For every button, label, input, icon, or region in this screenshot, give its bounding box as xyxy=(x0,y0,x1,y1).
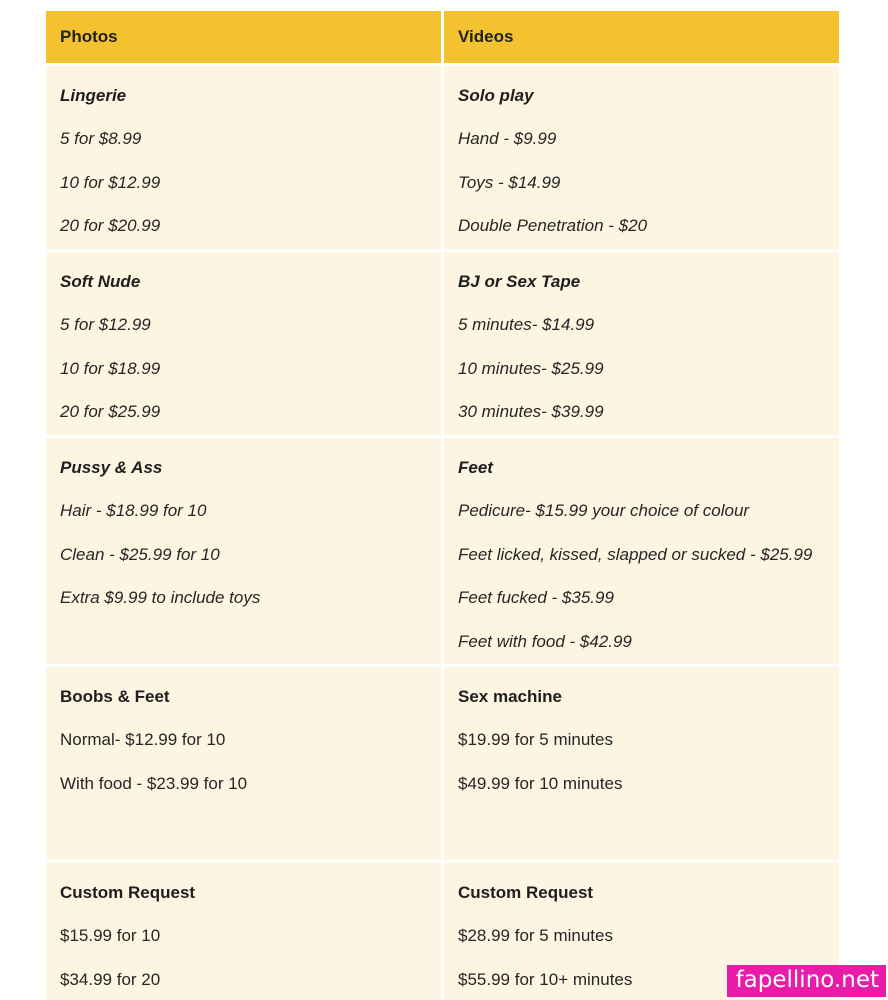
price-item: 20 for $25.99 xyxy=(60,402,161,421)
price-item: 5 minutes- $14.99 xyxy=(458,315,595,334)
price-item: $49.99 for 10 minutes xyxy=(458,773,623,793)
price-item: Double Penetration - $20 xyxy=(458,216,648,235)
table-row xyxy=(46,252,839,435)
videos-cell xyxy=(444,66,839,249)
price-item: With food - $23.99 for 10 xyxy=(60,773,248,793)
price-item: Toys - $14.99 xyxy=(458,172,561,192)
price-item: 10 for $18.99 xyxy=(60,358,161,378)
price-item: Extra $9.99 to include toys xyxy=(60,588,261,607)
videos-cell xyxy=(444,252,839,435)
price-item: $28.99 for 5 minutes xyxy=(458,926,613,945)
price-table xyxy=(46,11,839,1000)
header-videos: Videos xyxy=(444,11,839,63)
price-item: 5 for $12.99 xyxy=(60,315,151,334)
price-item: Clean - $25.99 for 10 xyxy=(60,544,220,564)
price-item: $55.99 for 10+ minutes xyxy=(458,969,633,989)
table-row xyxy=(46,438,839,664)
category-title: Lingerie xyxy=(60,86,127,105)
price-item: Feet fucked - $35.99 xyxy=(458,588,614,607)
category-title: Boobs & Feet xyxy=(60,687,170,706)
price-item: Feet with food - $42.99 xyxy=(458,631,632,651)
watermark-badge: fapellino.net xyxy=(727,965,886,997)
price-item: 30 minutes- $39.99 xyxy=(458,402,604,421)
photos-cell xyxy=(46,863,441,1000)
price-item: Hand - $9.99 xyxy=(458,129,557,148)
category-title: BJ or Sex Tape xyxy=(458,272,581,291)
price-item: 10 for $12.99 xyxy=(60,172,161,192)
category-title: Solo play xyxy=(458,86,534,105)
price-item: $15.99 for 10 xyxy=(60,926,161,945)
category-title: Soft Nude xyxy=(60,272,141,291)
table-body xyxy=(46,66,839,1000)
category-title: Sex machine xyxy=(458,687,562,706)
price-item: Hair - $18.99 for 10 xyxy=(60,501,207,520)
videos-cell xyxy=(444,438,839,664)
photos-cell xyxy=(46,667,441,860)
price-item: Pedicure- $15.99 your choice of colour xyxy=(458,501,750,520)
table-row xyxy=(46,863,839,1000)
videos-cell xyxy=(444,667,839,860)
photos-cell xyxy=(46,438,441,664)
table-row xyxy=(46,667,839,860)
category-title: Custom Request xyxy=(60,883,196,902)
category-title: Feet xyxy=(458,458,493,477)
price-item: Normal- $12.99 for 10 xyxy=(60,730,226,749)
price-item: 10 minutes- $25.99 xyxy=(458,358,604,378)
price-item: $19.99 for 5 minutes xyxy=(458,730,613,749)
price-item: 5 for $8.99 xyxy=(60,129,142,148)
photos-cell xyxy=(46,252,441,435)
category-title: Custom Request xyxy=(458,883,594,902)
header-photos: Photos xyxy=(46,11,441,63)
price-item: 20 for $20.99 xyxy=(60,216,161,235)
table-header xyxy=(46,11,839,63)
price-item: $34.99 for 20 xyxy=(60,969,161,989)
price-item: Feet licked, kissed, slapped or sucked - $25.99 xyxy=(458,544,813,564)
photos-cell xyxy=(46,66,441,249)
table-row xyxy=(46,66,839,249)
category-title: Pussy & Ass xyxy=(60,458,163,477)
